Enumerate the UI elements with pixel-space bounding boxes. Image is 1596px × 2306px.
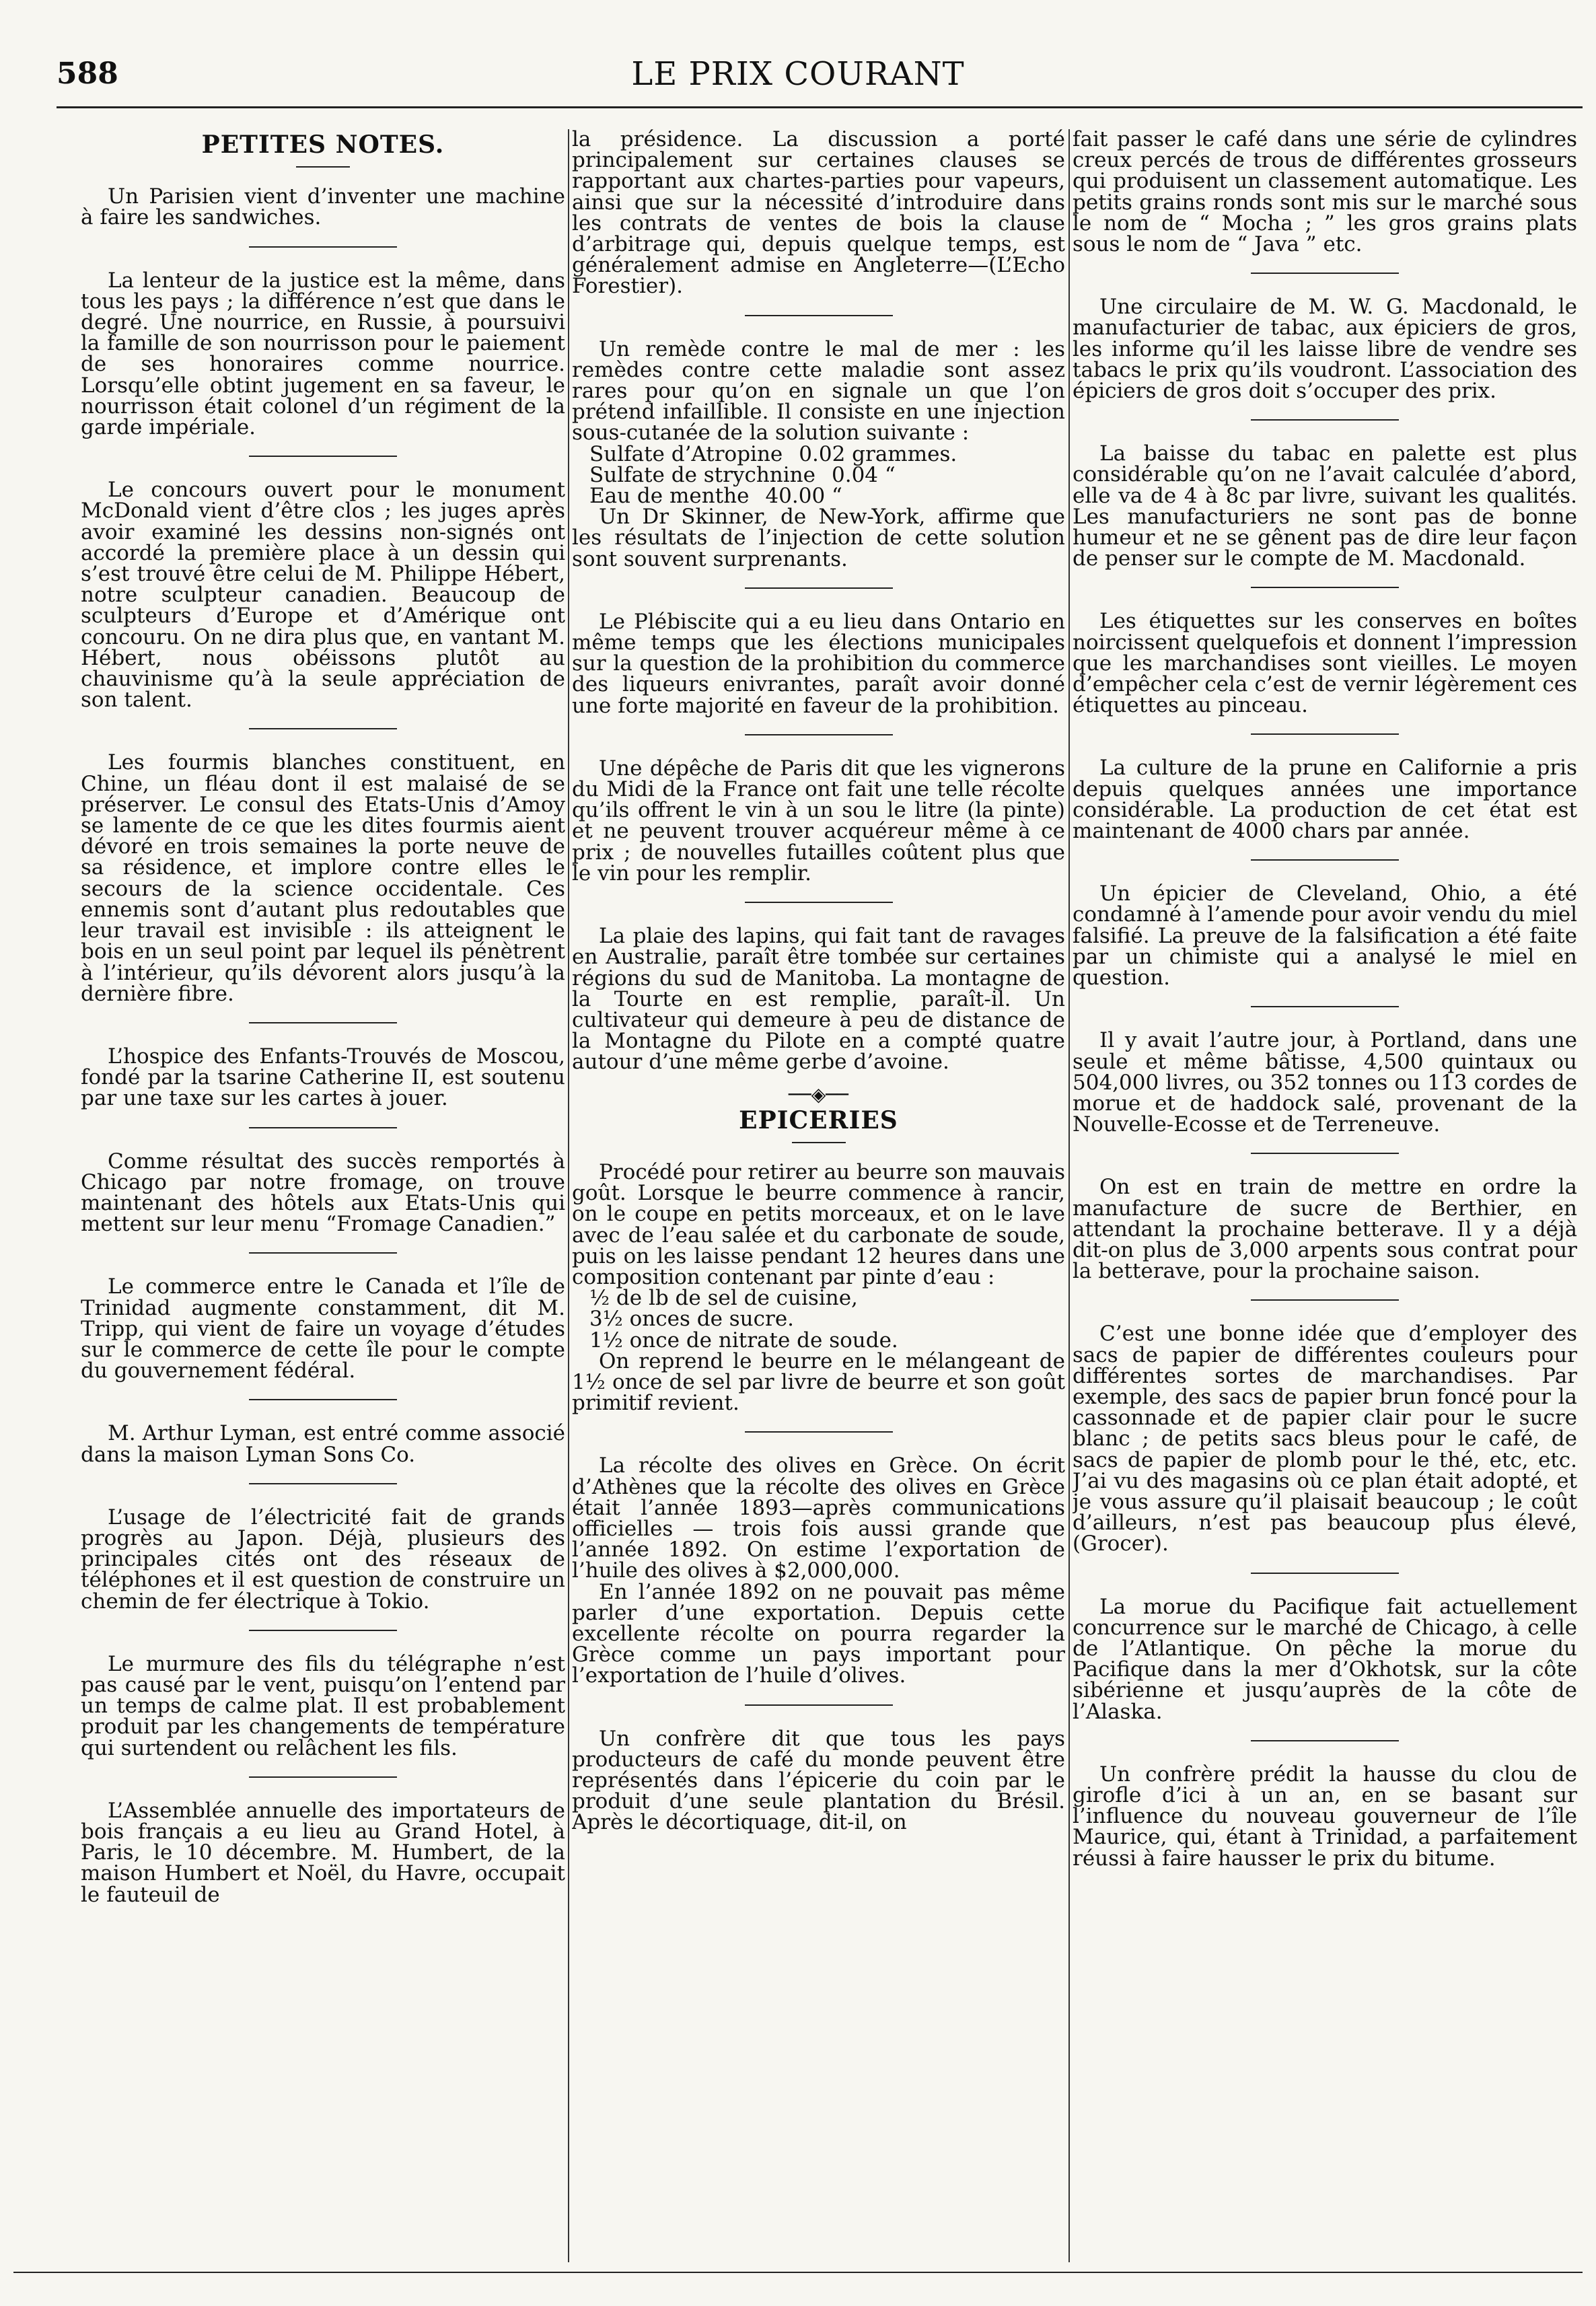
article-paragraph: Un confrère prédit la hausse du clou de girofle d’ici à un an, en se basant sur l’influence du nouveau gouverneur de l’île Maurice, qui, étant à Trinidad, a parfaitement réussi à faire hausser le prix du bitume. (1073, 1762, 1577, 1871)
article-paragraph: L’Assemblée annuelle des importateurs de bois français a eu lieu au Grand Hotel, à Paris, le 10 décembre. M. Humbert, de la maison Humbert et Noël, du Havre, occupait le fauteuil de (81, 1798, 565, 1907)
separator (249, 1483, 397, 1484)
separator (249, 246, 397, 248)
column-2 (572, 129, 1065, 2262)
separator (1251, 1006, 1399, 1007)
article-paragraph: Un Parisien vient d’inventer une machine à faire les sandwiches. (81, 184, 565, 230)
separator (1251, 1573, 1399, 1574)
article-paragraph: Le commerce entre le Canada et l’île de Trinidad augmente constamment, dit M. Tripp, qui vient de faire un voyage d’études sur le commerce de cette île pour le compte du gouvernement fédéral. (81, 1274, 565, 1383)
separator (745, 1704, 893, 1706)
article-paragraph: On reprend le beurre en le mélangeant de 1½ once de sel par livre de beurre et son goût primitif revient. (572, 1348, 1065, 1416)
article-paragraph: Un épicier de Cleveland, Ohio, a été condamné à l’amende pour avoir vendu du miel falsifié. La preuve de la falsification a été faite par un chimiste qui a analysé le miel en question. (1073, 881, 1577, 990)
formula-ingredient: Eau de menthe (589, 484, 750, 509)
formula-line (589, 441, 1065, 466)
article-paragraph: fait passer le café dans une série de cylindres creux percés de trous de différentes grosseurs qui produisent un classement automatique. Les petits grains ronds sont mis sur le marché sous le nom de “ Mocha ; ” les gros grains plats sous le nom de “ Java ” etc. (1073, 129, 1577, 257)
article-paragraph: On est en train de mettre en ordre la manufacture de sucre de Berthier, en attendant la prochaine betterave. Il y a déjà dit-on plus de 3,000 arpents sous contrat pour la betterave, pour la prochaine saison. (1073, 1175, 1577, 1284)
separator (1251, 859, 1399, 861)
formula-ingredient: Sulfate de strychnine (589, 462, 815, 487)
separator (745, 902, 893, 903)
article-paragraph: La plaie des lapins, qui fait tant de ravages en Australie, paraît être tombée sur certaines régions du sud de Manitoba. La montagne de la Tourte en est remplie, paraît-il. Un cultivateur qui demeure à peu de distance de la Montagne du Pilote en a compté quatre autour d’une même gerbe d’avoine. (572, 924, 1065, 1075)
formula-quantity: 0.04 “ (832, 462, 896, 487)
formula-ingredient: Sulfate d’Atropine (589, 441, 783, 466)
column-divider (568, 129, 569, 2262)
separator (745, 734, 893, 735)
article-paragraph: la présidence. La discussion a porté principalement sur certaines clauses se rapportant aux chartes-parties pour vapeurs, ainsi que sur la nécessité d’introduire dans les contrats de ventes de bois la clause d’arbitrage qui, depuis quelque temps, est généralement admise en Angleterre—(L’Echo Forestier). (572, 129, 1065, 299)
separator (249, 456, 397, 457)
column-1 (81, 129, 565, 2262)
separator (296, 166, 350, 168)
page-number: 588 (57, 57, 118, 91)
formula-line (589, 462, 1065, 487)
recipe-line: 1½ once de nitrate de soude. (589, 1328, 898, 1353)
separator (1251, 587, 1399, 588)
article-paragraph: Les étiquettes sur les conserves en boîtes noircissent quelquefois et donnent l’impression que les marchandises sont vieilles. Le moyen d’empêcher cela c’est de vernir légèrement ces étiquettes au pinceau. (1073, 609, 1577, 718)
separator (745, 587, 893, 589)
article-paragraph: Le murmure des fils du télégraphe n’est pas causé par le vent, puisqu’on l’entend par un temps de calme plat. Il est probablement produit par les changements de température qui surtendent ou relâchent les fils. (81, 1651, 565, 1760)
separator (249, 1252, 397, 1254)
column-divider (1068, 129, 1070, 2262)
article-paragraph: C’est une bonne idée que d’employer des sacs de papier de différentes couleurs pour différentes sortes de marchandises. Par exemple, des sacs de papier brun foncé pour la cassonnade et de papier clair pour le sucre blanc ; de petits sacs bleus pour le café, de sacs de papier de plomb pour le thé, etc, etc. J’ai vu des magasins où ce plan était adopté, et je vous assure qu’il plaisait beaucoup ; le coût d’ailleurs, n’est pas beaucoup plus élevé, (Grocer). (1073, 1322, 1577, 1556)
separator (249, 1630, 397, 1631)
article-paragraph: Un confrère dit que tous les pays producteurs de café du monde peuvent être représentés dans l’épicerie du coin par le produit d’une seule plantation du Brésil. Après le décortiquage, dit-il, on (572, 1726, 1065, 1835)
article-paragraph: Une circulaire de M. W. G. Macdonald, le manufacturier de tabac, aux épiciers de gros, les informe qu’il les laisse libre de vendre ses tabacs le prix qu’ils voudront. L’association des épiciers de gros doit s’occuper des prix. (1073, 295, 1577, 404)
article-paragraph: Un remède contre le mal de mer : les remèdes contre cette maladie sont assez rares pour qu’on en signale un que l’on prétend infaillible. Il consiste en une injection sous-cutanée de la solution suivante : (572, 336, 1065, 445)
article-paragraph: La lenteur de la justice est la même, dans tous les pays ; la différence n’est que dans le degré. Une nourrice, en Russie, à poursuivi la famille de son nourrisson pour le paiement de ses honoraires comme nourrice. Lorsqu’elle obtint jugement en sa faveur, le nourrisson était colonel d’un régiment de la garde impériale. (81, 268, 565, 440)
article-paragraph: Comme résultat des succès remportés à Chicago par notre fromage, on trouve maintenant des hôtels aux Etats-Unis qui mettent sur leur menu “Fromage Canadien.” (81, 1149, 565, 1237)
article-paragraph: La morue du Pacifique fait actuellement concurrence sur le marché de Chicago, à celle de l’Atlantique. On pêche la morue du Pacifique dans la mer d’Okhotsk, sur la côte sibérienne et jusqu’auprès de la côte de l’Alaska. (1073, 1594, 1577, 1724)
formula-quantity: 40.00 “ (765, 484, 842, 509)
formula-line (589, 486, 1065, 507)
recipe-line: 3½ onces de sucre. (589, 1307, 795, 1332)
article-paragraph: Une dépêche de Paris dit que les vignerons du Midi de la France ont fait une telle récolte qu’ils offrent le vin à un sou le litre (la pinte) et ne peuvent trouver acquéreur même à ce prix ; de nouvelles futailles coûtent plus que le vin pour les remplir. (572, 756, 1065, 886)
separator (249, 1776, 397, 1778)
article-paragraph: Un Dr Skinner, de New-York, affirme que les résultats de l’injection de cette solution sont souvent surprenants. (572, 505, 1065, 571)
column-3 (1073, 129, 1577, 2262)
footer-rule (13, 2272, 1583, 2273)
header-rule (57, 106, 1583, 108)
separator (1251, 419, 1399, 421)
section-heading-petites-notes: PETITES NOTES. (201, 131, 445, 159)
article-paragraph: La baisse du tabac en palette est plus considérable qu’on ne l’avait calculée d’abord, elle va de 4 à 8c par livre, suivant les qualités. Les manufacturiers ne sont pas de bonne humeur et ne se gênent pas de dire leur façon de penser sur le compte de M. Macdonald. (1073, 441, 1577, 571)
article-paragraph: Le concours ouvert pour le monument McDonald vient d’être clos ; les juges après avoir examiné les dessins non-signés ont accordé la première place à un dessin qui s’est trouvé être celui de M. Philippe Hébert, notre sculpteur canadien. Beaucoup de sculpteurs d’Europe et d’Amérique ont concouru. On ne dira plus que, en vantant M. Hébert, nous obéissons plutôt au chauvinisme qu’à la seule appréciation de son talent. (81, 478, 565, 713)
separator (1251, 1740, 1399, 1741)
page-title: LE PRIX COURANT (631, 55, 965, 93)
article-paragraph: En l’année 1892 on ne pouvait pas même parler d’une exportation. Depuis cette excellente récolte on pourra regarder la Grèce comme un pays important pour l’exportation de l’huile d’olives. (572, 1579, 1065, 1688)
separator (1251, 273, 1399, 274)
separator (1251, 1299, 1399, 1301)
separator (1251, 733, 1399, 735)
separator (249, 1022, 397, 1023)
separator (745, 1431, 893, 1433)
article-paragraph: Il y avait l’autre jour, à Portland, dans une seule et même bâtisse, 4,500 quintaux ou 504,000 livres, ou 352 tonnes ou 113 cordes de morue et de haddock salé, provenant de la Nouvelle-Ecosse et de Terreneuve. (1073, 1028, 1577, 1137)
diamond-ornament-icon: ──◈── (789, 1083, 848, 1106)
article-paragraph: L’hospice des Enfants-Trouvés de Moscou, fondé par la tsarine Catherine II, est soutenu par une taxe sur les cartes à jouer. (81, 1044, 565, 1111)
separator (1251, 1153, 1399, 1154)
separator (249, 1127, 397, 1128)
formula-quantity: 0.02 grammes. (799, 441, 957, 466)
article-paragraph: Le Plébiscite qui a eu lieu dans Ontario en même temps que les élections municipales sur la question de la prohibition du commerce des liqueurs enivrantes, paraît avoir donné une forte majorité en faveur de la prohibition. (572, 609, 1065, 718)
article-paragraph: Procédé pour retirer au beurre son mauvais goût. Lorsque le beurre commence à rancir, on le coupe en petits morceaux, et on le lave avec de l’eau salée et du carbonate de soude, puis on les laisse pendant 12 heures dans une composition contenant par pinte d’eau : (572, 1159, 1065, 1289)
article-paragraph: La culture de la prune en Californie a pris depuis quelques années une importance considérable. La production de cet état est maintenant de 4000 chars par année. (1073, 756, 1577, 844)
separator (745, 315, 893, 316)
article-paragraph: L’usage de l’électricité fait de grands progrès au Japon. Déjà, plusieurs des principales cités ont des réseaux de téléphones et il est question de construire un chemin de fer électrique à Tokio. (81, 1505, 565, 1614)
article-paragraph: M. Arthur Lyman, est entré comme associé dans la maison Lyman Sons Co. (81, 1421, 565, 1467)
separator (792, 1142, 846, 1143)
article-paragraph: Les fourmis blanches constituent, en Chine, un fléau dont il est malaisé de se préserver. Le consul des Etats-Unis d’Amoy se lamente de ce que les dites fourmis aient dévoré en trois semaines la porte neuve de sa résidence, et implore contre elles le secours de la science occidentale. Ces ennemis sont d’autant plus redoutables que leur travail est invisible : ils atteignent le bois en un seul point par lequel ils pénètrent à l’intérieur, qu’ils dévorent alors jusqu’à la dernière fibre. (81, 750, 565, 1006)
recipe-line: ½ de lb de sel de cuisine, (589, 1286, 858, 1311)
separator (249, 728, 397, 729)
article-paragraph: La récolte des olives en Grèce. On écrit d’Athènes que la récolte des olives en Grèce était l’année 1893—après communications officielles — trois fois aussi grande que l’année 1892. On estime l’exportation de l’huile des olives à $2,000,000. (572, 1453, 1065, 1583)
section-heading-epiceries: EPICERIES (739, 1106, 898, 1134)
separator (249, 1399, 397, 1400)
